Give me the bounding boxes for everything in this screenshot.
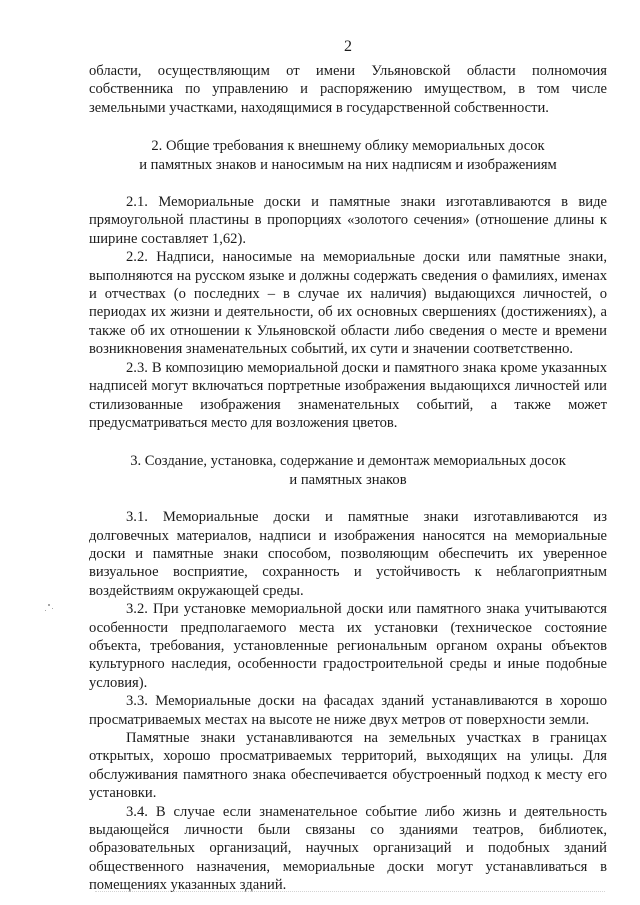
paragraph-3-3: 3.3. Мемориальные доски на фасадах зданий устанавливаются в хорошо просматриваемых местах на высоте не ниже двух метров от поверхности земли. bbox=[89, 693, 607, 728]
section-3-heading-line-1: 3. Создание, установка, содержание и демонтаж мемориальных досок bbox=[130, 453, 566, 470]
section-2-heading-line-1: 2. Общие требования к внешнему облику мемориальных досок bbox=[151, 138, 545, 155]
paragraph-3-4: 3.4. В случае если знаменательное событие либо жизнь и деятельность выдающейся личности были связаны со зданиями театров, библиотек, образовательных организаций, научных организаций и подобных зданий общественного назначения, мемориальные доски могут устанавливаться в помещениях указанных зданий. bbox=[89, 803, 607, 894]
document-body bbox=[89, 62, 607, 895]
section-3-heading bbox=[89, 452, 607, 489]
paragraph-3-3-continued: Памятные знаки устанавливаются на земельных участках в границах открытых, хорошо просматриваемых территорий, выходящих на улицы. Для обслуживания памятного знака обеспечивается обустроенный подход к месту его установки. bbox=[89, 730, 607, 802]
paragraph-3-2: 3.2. При установке мемориальной доски или памятного знака учитываются особенности предполагаемого места их установки (техническое состояние объекта, требования, установленные региональным органом охраны объектов культурного наследия, особенности градостроительной среды и иные подобные условия). bbox=[89, 601, 607, 691]
intro-paragraph: области, осуществляющим от имени Ульяновской области полномочия собственника по управлению и распоряжению имуществом, в том числе земельными участками, находящимися в государственной собственности. bbox=[89, 63, 607, 116]
section-2-heading bbox=[89, 137, 607, 174]
section-3-heading-line-2: и памятных знаков bbox=[289, 471, 407, 488]
scan-speck bbox=[48, 604, 50, 606]
paragraph-2-1: 2.1. Мемориальные доски и памятные знаки изготавливаются в виде прямоугольной пластины в пропорциях «золотого сечения» (отношение длины к ширине составляет 1,62). bbox=[89, 194, 607, 247]
page-number: 2 bbox=[344, 38, 352, 55]
paragraph-2-2: 2.2. Надписи, наносимые на мемориальные доски или памятные знаки, выполняются на русском языке и должны содержать сведения о фамилиях, именах и отчествах (о последних – в случае их наличия) выдающихся личностей, о периодах их жизни и деятельности, об их основных свершениях (достижениях), а также об их отношении к Ульяновской области либо сведения о месте и времени возникновения знаменательных событий, их сути и значении соответственно. bbox=[89, 249, 607, 358]
scan-speck bbox=[52, 608, 53, 609]
spacer bbox=[89, 432, 607, 452]
paragraph-3-1: 3.1. Мемориальные доски и памятные знаки изготавливаются из долговечных материалов, надписи и изображения наносятся на мемориальные доски и памятные знаки способом, позволяющим обеспечить их уверенное визуальное восприятие, сохранность и устойчивость к неблагоприятным воздействиям окружающей среды. bbox=[89, 509, 607, 599]
section-2-heading-line-2: и памятных знаков и наносимым на них надписям и изображениям bbox=[139, 156, 557, 173]
scan-edge-noise bbox=[95, 891, 605, 895]
spacer bbox=[89, 174, 607, 193]
spacer bbox=[89, 117, 607, 137]
paragraph-2-3: 2.3. В композицию мемориальной доски и памятного знака кроме указанных надписей могут включаться портретные изображения выдающихся личностей или стилизованные изображения знаменательных событий, а также может предусматриваться место для возложения цветов. bbox=[89, 359, 607, 431]
spacer bbox=[89, 489, 607, 508]
scan-speck bbox=[45, 610, 46, 611]
